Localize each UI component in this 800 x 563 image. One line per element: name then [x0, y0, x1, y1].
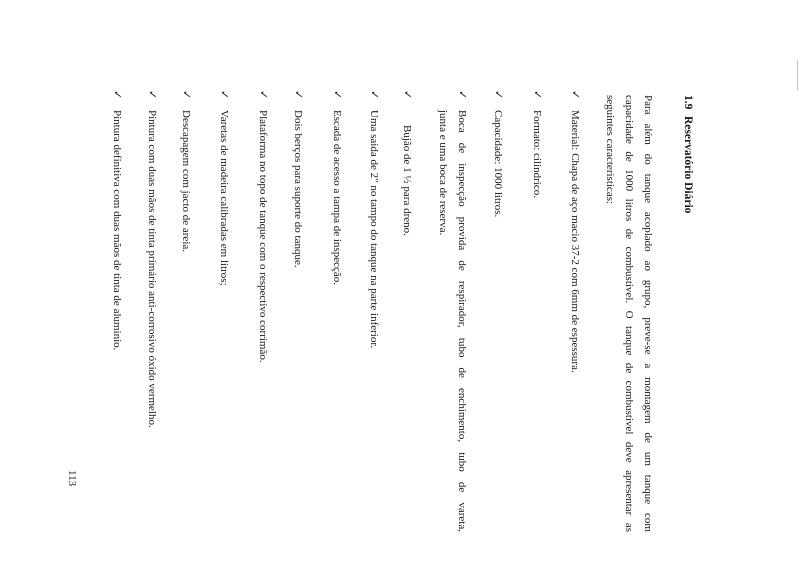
intro-line-1: Para além do tanque acoplado ao grupo, preve-se a montagem de um tanque com: [642, 95, 654, 532]
intro-line-3: seguintes caracteristicas:: [604, 95, 616, 205]
list-item: Material: Chapa de aço macio 37-2 com 6mm de espessura.: [569, 110, 581, 373]
checkmark-icon: ✓: [331, 90, 343, 100]
list-item: Bujão de 1 ½ para dreno.: [401, 125, 413, 236]
list-item: Dois berços para suporte do tanque.: [292, 110, 304, 268]
intro-line-2: capacidade de 1000 litros de combustivel. O tanque de combustivel deve apresentar as: [623, 95, 635, 532]
checkmark-icon: ✓: [257, 90, 269, 100]
list-item: Escada de acesso a tampa de inspecção.: [331, 110, 343, 285]
checkmark-icon: ✓: [569, 90, 581, 100]
checkmark-icon: ✓: [218, 90, 230, 100]
list-item: Uma saida de 2" no tampo do tanque na parte inferior.: [368, 110, 380, 349]
checkmark-icon: ✓: [368, 90, 380, 100]
checkmark-icon: ✓: [531, 90, 543, 100]
list-item: Plataforma no topo de tanque com o respectivo corrimão.: [257, 110, 269, 363]
section-number: 1.9: [682, 95, 694, 110]
checkmark-icon: ✓: [456, 90, 468, 100]
list-item-continuation: junta e uma boca de reserva.: [437, 110, 449, 236]
checkmark-icon: ✓: [180, 90, 192, 100]
section-title: Reservatório Diário: [682, 116, 694, 214]
checkmark-icon: ✓: [492, 90, 504, 100]
list-item: Pintura definitiva com duas mãos de tinta de aluminio.: [111, 110, 123, 351]
list-item: Varetas de madeira calibradas em litros;: [218, 110, 230, 286]
list-item: Descapagem com jacto de areia.: [180, 110, 192, 253]
checkmark-icon: ✓: [111, 90, 123, 100]
checkmark-icon: ✓: [401, 90, 413, 100]
page-number: 113: [66, 470, 78, 487]
scan-artifact: [797, 60, 798, 90]
list-item: Formato: cilindrico.: [531, 110, 543, 198]
checkmark-icon: ✓: [292, 90, 304, 100]
list-item: Capacidade: 1000 litros.: [492, 110, 504, 218]
list-item: Boca de inspecção provida de respirador, tubo de enchimento, tubo de vareta,: [456, 110, 468, 532]
checkmark-icon: ✓: [146, 90, 158, 100]
list-item: Pintura com duas mãos de tinta primário anti-corrosivo óxido vermelho.: [146, 110, 158, 428]
